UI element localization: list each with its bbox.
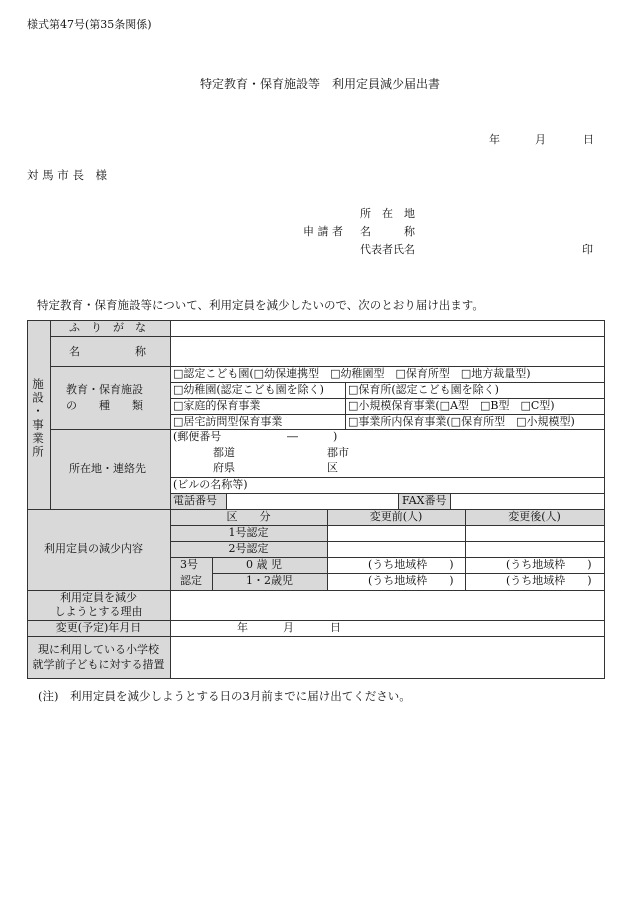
row-3go-label-a: 3号 — [180, 558, 198, 571]
footnote: (注) 利用定員を減少しようとする日の3月前までに届け出てください。 — [38, 689, 411, 703]
column-kubun: 区 分 — [226, 510, 271, 523]
type-option-jigyoshonai[interactable]: □事業所内保育事業(□保育所型 □小規模型) — [348, 415, 575, 428]
type-option-kateiteki[interactable]: □家庭的保育事業 — [173, 399, 261, 412]
date-year: 年 — [489, 133, 500, 146]
postal-label: (郵便番号 — [173, 430, 222, 443]
fuken-label: 府県 — [213, 461, 235, 474]
change-date-label: 変更(予定)年月日 — [55, 621, 142, 634]
facility-name-label: 名 称 — [69, 345, 146, 358]
type-option-youchien[interactable]: □幼稚園(認定こども園を除く) — [173, 383, 324, 396]
date-day: 日 — [583, 133, 594, 146]
row-1go-nintei: 1号認定 — [228, 526, 269, 539]
seal-mark: 印 — [582, 243, 593, 256]
page-title: 特定教育・保育施設等 利用定員減少届出書 — [200, 77, 441, 91]
ku-label: 区 — [327, 461, 338, 474]
applicant-group-label: 申 請 者 — [303, 225, 343, 238]
address-contact-label: 所在地・連絡先 — [69, 462, 146, 475]
capacity-label: 利用定員の減少内容 — [44, 542, 143, 555]
reason-label-2: しようとする理由 — [54, 605, 143, 618]
todo-label: 都道 — [213, 446, 235, 459]
type-option-hoikusho[interactable]: □保育所(認定こども園を除く) — [348, 383, 499, 396]
fax-label: FAX番号 — [402, 494, 447, 507]
row-2go-nintei: 2号認定 — [228, 542, 269, 555]
postal-dash: ― — [287, 430, 298, 443]
measures-label-1: 現に利用している小学校 — [38, 643, 159, 656]
applicant-address-label: 所 在 地 — [360, 207, 415, 220]
gunshi-label: 郡市 — [327, 446, 349, 459]
date-month: 月 — [535, 133, 546, 146]
change-date-month: 月 — [283, 621, 294, 634]
local-quota-after-12: (うち地域枠 ) — [506, 574, 592, 587]
type-option-nintei-kodomoen[interactable]: □認定こども園(□幼保連携型 □幼稚園型 □保育所型 □地方裁量型) — [173, 367, 531, 380]
row-age-0: 0 歳 児 — [246, 558, 282, 571]
row-age-12: 1・2歳児 — [246, 574, 293, 587]
facility-side-label: 施設・事業所 — [31, 378, 45, 459]
column-before: 変更前(人) — [369, 510, 423, 523]
furigana-label: ふ り が な — [69, 321, 146, 334]
postal-close: ) — [333, 430, 338, 443]
measures-label-2: 就学前子どもに対する措置 — [32, 658, 165, 671]
building-label: (ビルの名称等) — [173, 478, 248, 491]
local-quota-before-12: (うち地域枠 ) — [368, 574, 454, 587]
applicant-rep-label: 代表者氏名 — [360, 243, 415, 256]
applicant-name-label: 名 称 — [360, 225, 415, 238]
form-number: 様式第47号(第35条関係) — [27, 18, 152, 31]
row-3go-label-b: 認定 — [180, 574, 202, 587]
column-after: 変更後(人) — [508, 510, 561, 523]
type-option-kyotaku[interactable]: □居宅訪問型保育事業 — [173, 415, 283, 428]
facility-type-label-1: 教育・保育施設 — [66, 383, 143, 396]
facility-type-label-2: の 種 類 — [66, 399, 143, 412]
intro-text: 特定教育・保育施設等について、利用定員を減少したいので、次のとおり届け出ます。 — [37, 298, 484, 312]
local-quota-after-0: (うち地域枠 ) — [506, 558, 592, 571]
change-date-day: 日 — [330, 621, 341, 634]
change-date-year: 年 — [237, 621, 248, 634]
local-quota-before-0: (うち地域枠 ) — [368, 558, 454, 571]
addressee: 対 馬 市 長 様 — [27, 168, 107, 182]
type-option-shoukibo[interactable]: □小規模保育事業(□A型 □B型 □C型) — [348, 399, 555, 412]
reason-label-1: 利用定員を減少 — [60, 591, 137, 604]
phone-label: 電話番号 — [173, 494, 217, 507]
